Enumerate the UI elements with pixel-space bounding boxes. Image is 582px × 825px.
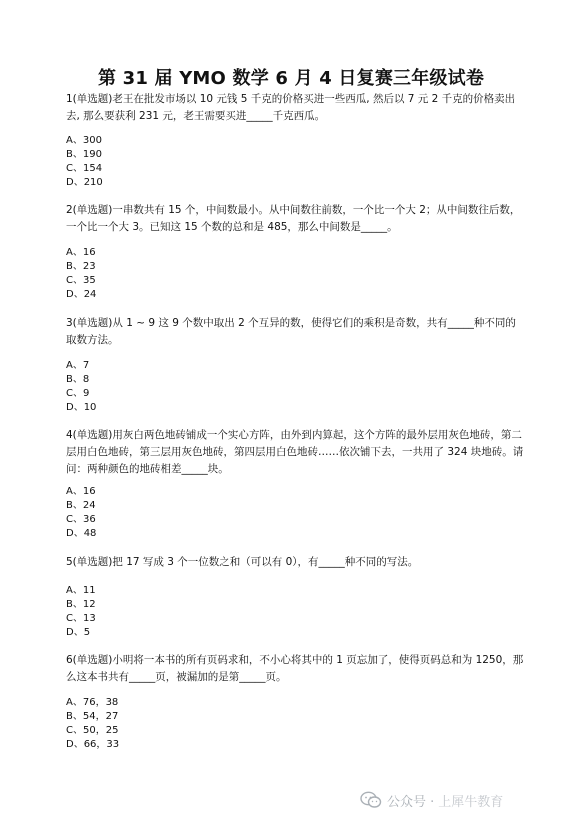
watermark-brand: 上犀牛教育 <box>438 794 504 810</box>
question-5-stem: 5(单选题)把 17 写成 3 个一位数之和（可以有 0），有_____种不同的写法。 <box>66 556 419 568</box>
question-1-option-d: D、210 <box>66 177 103 188</box>
question-2-options <box>66 246 96 302</box>
page-title: 第 31 届 YMO 数学 6 月 4 日复赛三年级试卷 <box>97 68 485 89</box>
question-6-option-b: B、54，27 <box>66 711 119 722</box>
question-5-option-d: D、5 <box>66 627 91 638</box>
wechat-watermark <box>360 788 503 812</box>
watermark-prefix: 公众号 · <box>387 794 435 810</box>
question-6-option-d: D、66，33 <box>66 739 120 750</box>
question-1-option-b: B、190 <box>66 149 102 160</box>
question-2-stem: 2(单选题)一串数共有 15 个，中间数最小。从中间数往前数，一个比一个大 2；从中间数往后数，一个比一个大 3。已知这 15 个数的总和是 485，那么中间数是_____。 <box>66 204 521 233</box>
question-5-option-c: C、13 <box>66 613 96 624</box>
question-6-option-c: C、50，25 <box>66 725 119 736</box>
question-1-stem: 1(单选题)老王在批发市场以 10 元钱 5 千克的价格买进一些西瓜, 然后以 7 元 2 千克的价格卖出去, 那么要获利 231 元，老王需要买进_____千克西瓜。 <box>66 93 516 122</box>
question-6-options <box>66 696 119 752</box>
question-4-option-b: B、24 <box>66 500 96 511</box>
question-6-stem: 6(单选题)小明将一本书的所有页码求和，不小心将其中的 1 页忘加了，使得页码总和为 1250，那么这本书共有_____页，被漏加的是第_____页。 <box>66 654 524 683</box>
question-3-option-a: A、7 <box>66 360 90 371</box>
question-5-options <box>66 584 96 640</box>
question-4-options <box>66 485 96 541</box>
question-3-option-c: C、9 <box>66 388 90 399</box>
question-2-option-b: B、23 <box>66 261 96 272</box>
question-1-option-c: C、154 <box>66 163 103 174</box>
question-4-option-c: C、36 <box>66 514 96 525</box>
question-3-option-b: B、8 <box>66 374 90 385</box>
question-6-option-a: A、76，38 <box>66 697 119 708</box>
question-5-option-b: B、12 <box>66 599 96 610</box>
question-3-option-d: D、10 <box>66 402 97 413</box>
question-2-option-a: A、16 <box>66 247 96 258</box>
question-1-option-a: A、300 <box>66 135 102 146</box>
wechat-icon <box>360 791 382 809</box>
question-1-options <box>66 134 103 190</box>
question-4-option-d: D、48 <box>66 528 97 539</box>
question-3-options <box>66 359 96 415</box>
question-4-option-a: A、16 <box>66 486 96 497</box>
question-3-stem: 3(单选题)从 1 ~ 9 这 9 个数中取出 2 个互异的数，使得它们的乘积是奇数，共有_____种不同的取数方法。 <box>66 317 516 346</box>
question-2-option-d: D、24 <box>66 289 97 300</box>
question-4-stem: 4(单选题)用灰白两色地砖铺成一个实心方阵，由外到内算起，这个方阵的最外层用灰色地砖，第二层用白色地砖，第三层用灰色地砖，第四层用白色地砖……依次铺下去，一共用了 324 块地砖。请问：两种颜色的地砖相差_____块。 <box>66 429 524 475</box>
question-5-option-a: A、11 <box>66 585 96 596</box>
question-2-option-c: C、35 <box>66 275 96 286</box>
